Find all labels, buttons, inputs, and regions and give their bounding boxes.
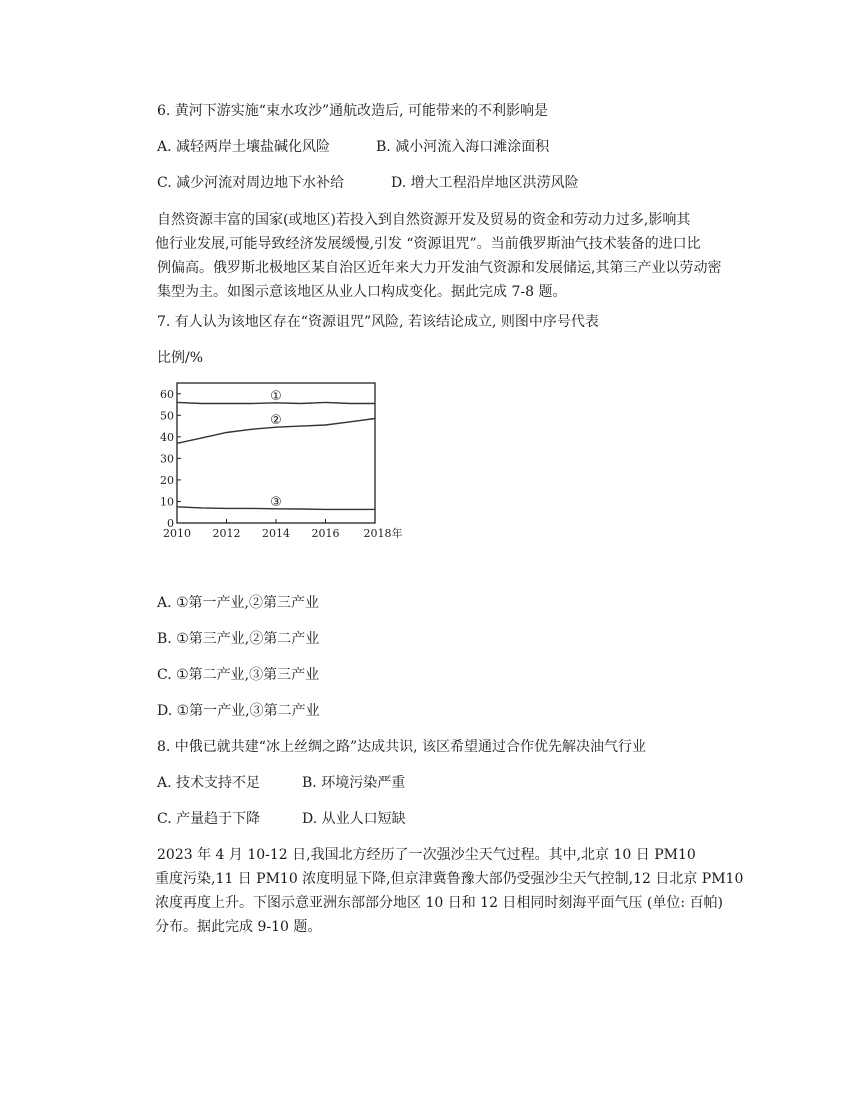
y-tick-label: 40	[160, 430, 174, 444]
q8-stem: 8. 中俄已就共建“冰上丝绸之路”达成共识, 该区希望通过合作优先解决油气行业	[157, 739, 647, 755]
employment-structure-chart	[150, 378, 410, 546]
q6-stem: 6. 黄河下游实施“束水攻沙”通航改造后, 可能带来的不利影响是	[157, 103, 549, 119]
y-tick-label: 50	[160, 409, 174, 423]
x-tick-label: 2016	[311, 527, 340, 540]
passage2-line4: 分布。据此完成 9-10 题。	[155, 919, 322, 935]
y-tick-label: 10	[160, 495, 174, 509]
passage1-line1: 自然资源丰富的国家(或地区)若投入到自然资源开发及贸易的资金和劳动力过多,影响其	[157, 212, 691, 228]
q6-option-b: B. 减小河流入海口滩涂面积	[376, 139, 550, 155]
q8-option-b: B. 环境污染严重	[302, 775, 406, 791]
q8-option-d: D. 从业人口短缺	[302, 811, 406, 827]
x-tick-label: 2018年	[363, 527, 403, 540]
y-tick-label: 30	[160, 452, 174, 466]
series-label-2: ②	[270, 413, 282, 429]
series-label-3: ③	[270, 494, 282, 510]
q7-option-a: A. ①第一产业,②第三产业	[157, 595, 320, 611]
q6-option-c: C. 减少河流对周边地下水补给	[157, 175, 345, 191]
passage-dust-storm	[157, 843, 757, 939]
y-tick-label: 20	[160, 473, 174, 487]
x-tick-label: 2012	[212, 527, 241, 540]
q7-stem: 7. 有人认为该地区存在“资源诅咒”风险, 若该结论成立, 则图中序号代表	[157, 314, 599, 330]
chart-series	[177, 389, 375, 510]
q7-option-b: B. ①第三产业,②第二产业	[157, 631, 320, 647]
x-tick-label: 2010	[163, 527, 191, 540]
q8-option-a: A. 技术支持不足	[157, 775, 261, 791]
q6-option-d: D. 增大工程沿岸地区洪涝风险	[391, 175, 579, 191]
passage2-line3: 浓度再度上升。下图示意亚洲东部部分地区 10 日和 12 日相同时刻海平面气压 (单位: 百帕)	[155, 895, 723, 911]
series-label-1: ①	[270, 388, 282, 404]
q7-option-c: C. ①第二产业,③第三产业	[157, 667, 320, 683]
chart-ylabel: 比例/%	[157, 350, 204, 366]
q8-option-c: C. 产量趋于下降	[157, 811, 261, 827]
passage2-line2: 重度污染,11 日 PM10 浓度明显下降,但京津冀鲁豫大部仍受强沙尘天气控制,12 日北京 PM10	[155, 871, 744, 887]
x-tick-label: 2014	[262, 527, 290, 540]
q6-option-a: A. 减轻两岸土壤盐碱化风险	[157, 139, 331, 155]
y-tick-label: 0	[167, 517, 174, 530]
passage1-line2: 他行业发展,可能导致经济发展缓慢,引发 “资源诅咒”。当前俄罗斯油气技术装备的进口比	[155, 236, 701, 252]
passage2-line1: 2023 年 4 月 10-12 日,我国北方经历了一次强沙尘天气过程。其中,北京 10 日 PM10	[157, 847, 696, 863]
passage-resource-curse	[157, 208, 747, 304]
y-tick-label: 60	[160, 387, 174, 401]
q7-option-d: D. ①第一产业,③第二产业	[157, 703, 320, 719]
passage1-line3: 例偏高。俄罗斯北极地区某自治区近年来大力开发油气资源和发展储运,其第三产业以劳动密	[157, 260, 722, 276]
chart-ticks	[160, 388, 403, 540]
passage1-line4: 集型为主。如图示意该地区从业人口构成变化。据此完成 7-8 题。	[157, 284, 567, 300]
